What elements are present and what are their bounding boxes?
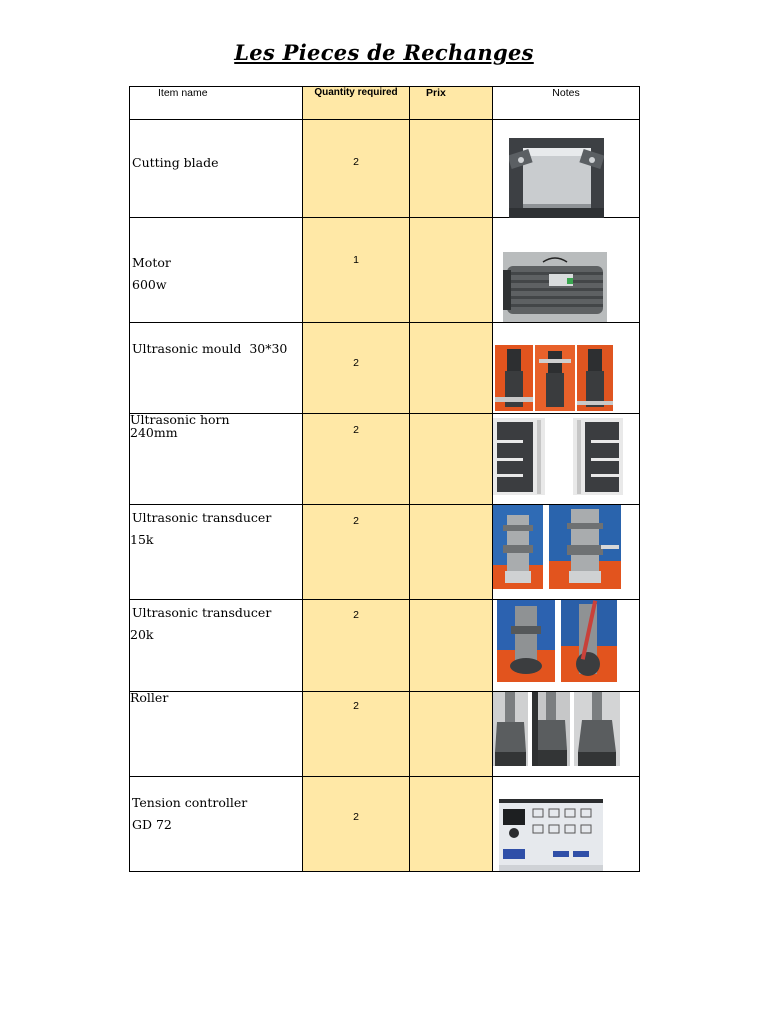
item-name: Ultrasonic mould 30*30 [132, 341, 288, 356]
table-row [130, 218, 640, 323]
item-spec: 600w [132, 277, 167, 293]
prix-cell [410, 505, 493, 600]
quantity-value: 2 [353, 609, 359, 621]
table-header-row [130, 87, 640, 120]
table-row [130, 600, 640, 692]
notes-cell [493, 414, 640, 505]
item-name: Tension controller [132, 795, 248, 810]
item-spec: 15k [130, 532, 154, 548]
prix-cell [410, 777, 493, 872]
table-row [130, 414, 640, 505]
item-name: Ultrasonic transducer [132, 605, 272, 620]
item-spec: 240mm [130, 424, 178, 440]
item-name: Motor [132, 255, 171, 270]
quantity-value: 2 [353, 357, 359, 369]
item-spec: 20k [130, 627, 154, 643]
item-name-cell [130, 218, 303, 323]
item-name-cell [130, 505, 303, 600]
spare-parts-table [129, 86, 640, 872]
prix-cell [410, 323, 493, 414]
cutting-blade-photo [509, 138, 604, 218]
notes-cell [493, 120, 640, 218]
item-name-cell [130, 692, 303, 777]
prix-cell [410, 120, 493, 218]
prix-cell [410, 600, 493, 692]
item-name: Ultrasonic transducer [132, 510, 272, 525]
header-prix: Prix [410, 87, 493, 120]
quantity-cell [303, 120, 410, 218]
quantity-cell [303, 600, 410, 692]
notes-cell [493, 323, 640, 414]
quantity-value: 2 [353, 156, 359, 168]
table-row [130, 120, 640, 218]
notes-cell [493, 218, 640, 323]
transducer-20k-photos [497, 600, 617, 682]
notes-cell [493, 600, 640, 692]
item-name-cell [130, 600, 303, 692]
item-name: Ultrasonic horn [130, 412, 230, 427]
item-name-cell [130, 777, 303, 872]
roller-photos [493, 692, 620, 766]
quantity-cell [303, 777, 410, 872]
quantity-value: 2 [353, 700, 359, 712]
quantity-cell [303, 692, 410, 777]
item-name-cell [130, 120, 303, 218]
quantity-value: 2 [353, 424, 359, 436]
notes-cell [493, 777, 640, 872]
quantity-value: 2 [353, 811, 359, 823]
tension-controller-photo [499, 799, 603, 871]
quantity-cell [303, 323, 410, 414]
header-item-name: Item name [130, 87, 303, 120]
table-row [130, 777, 640, 872]
page-title: Les Pieces de Rechanges [234, 40, 534, 65]
item-name-cell [130, 414, 303, 505]
item-name-cell [130, 323, 303, 414]
ultrasonic-mould-photos [495, 345, 613, 411]
prix-cell [410, 692, 493, 777]
quantity-value: 1 [353, 254, 359, 266]
prix-cell [410, 218, 493, 323]
quantity-cell [303, 218, 410, 323]
table-row [130, 692, 640, 777]
prix-cell [410, 414, 493, 505]
header-quantity: Quantity required [303, 87, 410, 120]
item-name: Roller [130, 690, 169, 705]
notes-cell [493, 692, 640, 777]
motor-photo [503, 252, 607, 322]
header-notes: Notes [493, 87, 640, 120]
notes-cell [493, 505, 640, 600]
quantity-cell [303, 505, 410, 600]
table-row [130, 505, 640, 600]
item-name: Cutting blade [132, 155, 219, 170]
table-row [130, 323, 640, 414]
transducer-15k-photos [493, 505, 621, 589]
item-spec: GD 72 [132, 817, 172, 833]
quantity-value: 2 [353, 515, 359, 527]
ultrasonic-horn-photos [493, 418, 623, 495]
quantity-cell [303, 414, 410, 505]
